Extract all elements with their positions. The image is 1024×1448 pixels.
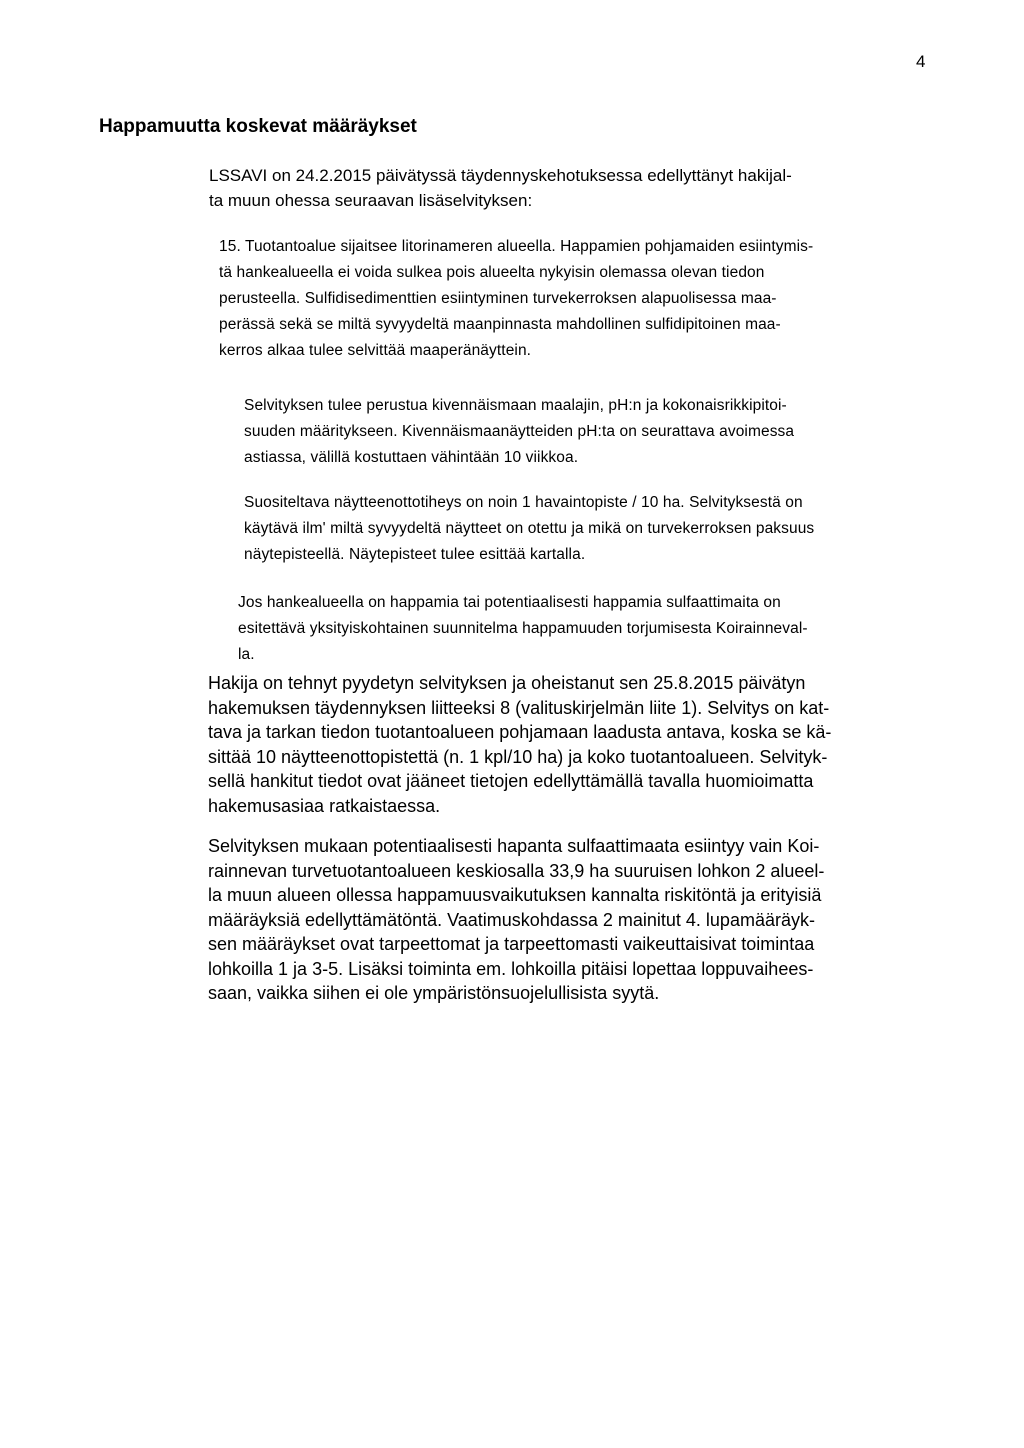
section-heading: Happamuutta koskevat määräykset xyxy=(99,116,417,137)
body-paragraph-results: Selvityksen mukaan potentiaalisesti hapanta sulfaattimaata esiintyy vain Koi- rainnevan turvetuotantoalueen keskiosalla 33,9 ha suuruisen lohkon 2 alueel- la muun alueen ollessa happamuusvaikutuksen kannalta riskitöntä ja erityisiä määräyksiä edellyttämätöntä. Vaatimuskohdassa 2 mainitut 4. lupamääräyk- sen määräykset ovat tarpeettomat ja tarpeettomasti vaikeuttaisivat toimintaa lohkoilla 1 ja 3-5. Lisäksi toiminta em. lohkoilla pitäisi lopettaa loppuvaihees- saan, vaikka siihen ei ole ympäristönsuojelullisista syytä. xyxy=(208,836,825,1003)
quoted-request-sampling: Suositeltava näytteenottotiheys on noin 1 havaintopiste / 10 ha. Selvityksestä on käytävä ilm' miltä syvyydeltä näytteet on otettu ja mikä on turvekerroksen paksuus näytepisteellä. Näytepisteet tulee esittää kartalla. xyxy=(244,494,815,563)
quoted-request-item-15: 15. Tuotantoalue sijaitsee litorinameren alueella. Happamien pohjamaiden esiintymis- tä hankealueella ei voida sulkea pois alueelta nykyisin olemassa olevan tiedon perusteella. Sulfidisedimenttien esiintyminen turvekerroksen alapuolisessa maa- perässä sekä se miltä syvyydeltä maanpinnasta mahdollinen sulfidipitoinen maa- kerros alkaa tulee selvittää maaperänäyttein. xyxy=(219,238,814,359)
body-paragraph-report: Hakija on tehnyt pyydetyn selvityksen ja oheistanut sen 25.8.2015 päivätyn hakemuksen täydennyksen liitteeksi 8 (valituskirjelmän liite 1). Selvitys on kat- tava ja tarkan tiedon tuotantoalueen pohjamaan laadusta antava, koska se kä- sittää 10 näytteenottopistettä (n. 1 kpl/10 ha) ja koko tuotantoalueen. Selvityk- sellä hankitut tiedot ovat jääneet tietojen edellyttämällä tavalla huomioimatta hakemusasiaa ratkaistaessa. xyxy=(208,673,832,816)
quoted-request-analysis: Selvityksen tulee perustua kivennäismaan maalajin, pH:n ja kokonaisrikkipitoi- suuden määritykseen. Kivennäismaanäytteiden pH:ta on seurattava avoimessa astiassa, välillä kostuttaen vähintään 10 viikkoa. xyxy=(244,397,795,466)
quoted-request-plan: Jos hankealueella on happamia tai potentiaalisesti happamia sulfaattimaita on esitettävä yksityiskohtainen suunnitelma happamuuden torjumisesta Koirainneval- la. xyxy=(238,594,808,663)
page-number: 4 xyxy=(916,52,926,71)
intro-paragraph: LSSAVI on 24.2.2015 päivätyssä täydennyskehotuksessa edellyttänyt hakijal- ta muun ohessa seuraavan lisäselvityksen: xyxy=(209,166,792,210)
